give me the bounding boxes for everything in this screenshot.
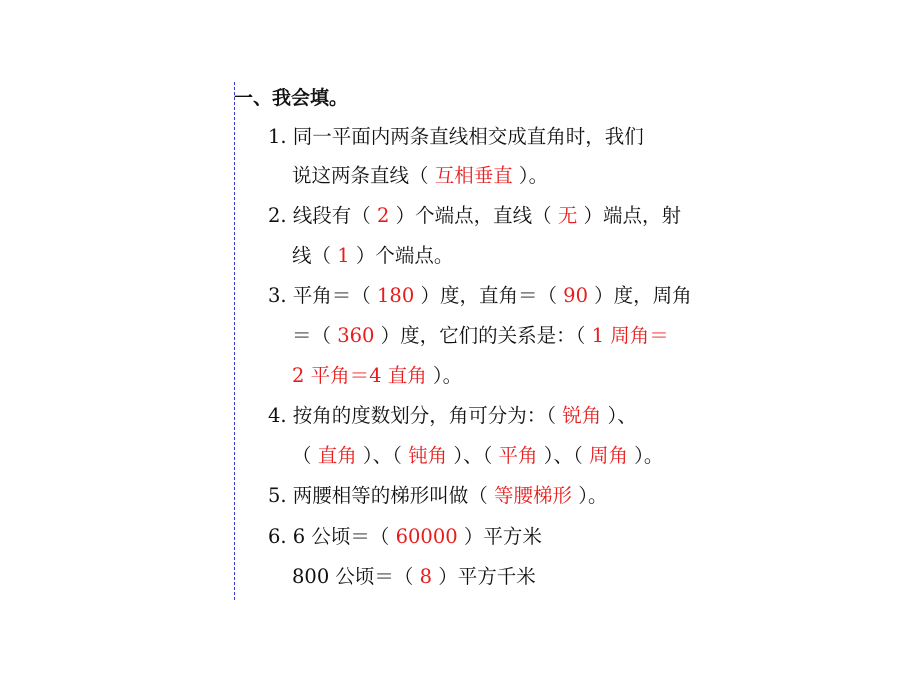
text: ）。 — [572, 484, 608, 507]
answer-4c: 钝角 — [408, 444, 448, 467]
text: ）、（ — [537, 444, 589, 467]
text: （ — [292, 444, 318, 467]
text: 线（ — [292, 244, 338, 267]
text: 3. 平角＝（ — [268, 284, 378, 307]
answer-3a: 180 — [377, 284, 415, 307]
answer-4a: 锐角 — [562, 404, 602, 427]
text: ＝（ — [292, 324, 338, 347]
answer-4d: 平角 — [498, 444, 538, 467]
text: ）度，周角 — [587, 284, 692, 307]
question-2-line-2 — [292, 241, 453, 271]
answer-2a: 2 — [377, 204, 390, 227]
text: 6. 6 公顷＝（ — [268, 525, 396, 548]
text: ）。 — [627, 444, 664, 467]
answer-6b: 8 — [419, 565, 433, 588]
question-1-line-2 — [292, 161, 548, 191]
text: ）个端点。 — [349, 244, 454, 267]
text: ）个端点，直线（ — [389, 204, 558, 227]
question-4-line-2 — [292, 441, 663, 471]
text: ）平方米 — [457, 525, 542, 548]
answer-2b: 无 — [557, 204, 578, 227]
margin-guide-line — [234, 82, 235, 600]
question-3-line-1 — [268, 281, 692, 311]
text: ）度，它们的关系是：（ — [374, 324, 592, 347]
text: ）、 — [601, 404, 637, 427]
text: ）、（ — [356, 444, 409, 467]
answer-4e: 周角 — [588, 444, 628, 467]
answer-3b: 90 — [563, 284, 588, 307]
question-4-line-1 — [268, 401, 637, 431]
answer-2c: 1 — [337, 244, 350, 267]
answer-3e: 2 平角＝4 直角 — [292, 364, 427, 387]
text: ）。 — [426, 364, 463, 387]
text: ）。 — [512, 164, 549, 187]
text: ）端点，射 — [577, 204, 682, 227]
text: ）平方千米 — [432, 565, 536, 588]
question-1-line-1: 1. 同一平面内两条直线相交成直角时，我们 — [268, 125, 644, 148]
question-5-line-1 — [268, 481, 607, 511]
answer-3d: 1 周角＝ — [591, 324, 669, 347]
text: ）、（ — [447, 444, 499, 467]
text: 5. 两腰相等的梯形叫做（ — [268, 484, 495, 507]
answer-1: 互相垂直 — [434, 164, 513, 187]
text: ）度，直角＝（ — [414, 284, 564, 307]
answer-5: 等腰梯形 — [494, 484, 573, 507]
answer-4b: 直角 — [317, 444, 357, 467]
question-6-line-1 — [268, 522, 542, 552]
question-3-line-3 — [292, 361, 462, 391]
text: 4. 按角的度数划分，角可分为：（ — [268, 404, 563, 427]
question-6-line-2 — [292, 562, 536, 592]
question-3-line-2 — [292, 321, 669, 351]
answer-3c: 360 — [337, 324, 375, 347]
answer-6a: 60000 — [395, 525, 458, 548]
text: 800 公顷＝（ — [292, 565, 420, 588]
question-2-line-1 — [268, 201, 681, 231]
section-title: 一、我会填。 — [234, 87, 349, 109]
text: 说这两条直线（ — [292, 164, 435, 187]
text: 2. 线段有（ — [268, 204, 378, 227]
